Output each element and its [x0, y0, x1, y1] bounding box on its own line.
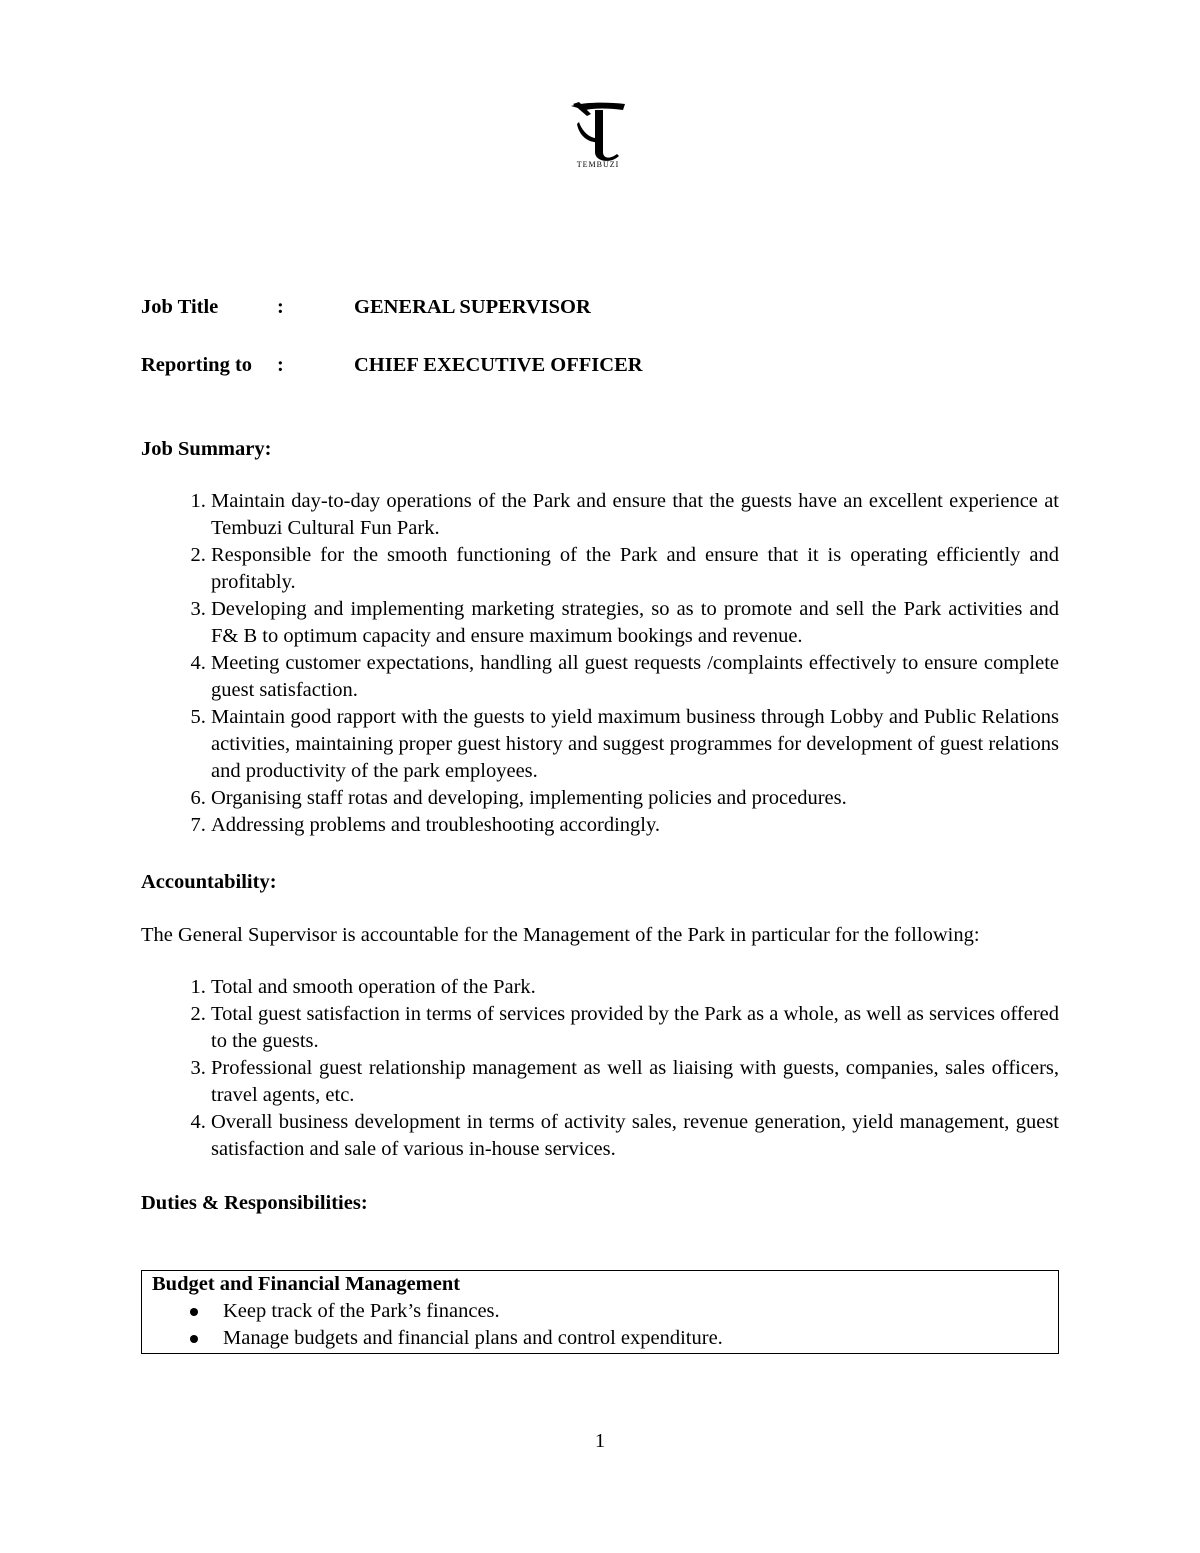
- job-title-value: GENERAL SUPERVISOR: [354, 296, 591, 318]
- list-item: 5. Maintain good rapport with the guests to yield maximum business through Lobby and Public Relations activities, maintaining proper guest history and suggest programmes for development of guest relations and productivity of the park employees.: [211, 704, 1059, 785]
- job-title-colon: :: [277, 296, 284, 318]
- duties-heading: Duties & Responsibilities:: [141, 1192, 368, 1214]
- reporting-to-colon: :: [277, 354, 284, 376]
- company-logo: [565, 100, 631, 174]
- page-number: 1: [594, 1430, 606, 1452]
- list-item: Keep track of the Park’s finances.: [223, 1298, 1048, 1325]
- document-body: [141, 294, 1059, 1354]
- tembuzi-t-logo-icon: [565, 100, 631, 162]
- list-item: 3. Developing and implementing marketing strategies, so as to promote and sell the Park activities and F& B to optimum capacity and ensure maximum bookings and revenue.: [211, 596, 1059, 650]
- list-item: 4. Meeting customer expectations, handling all guest requests /complaints effectively to ensure complete guest satisfaction.: [211, 650, 1059, 704]
- accountability-heading: Accountability:: [141, 871, 277, 893]
- job-summary-list: [141, 488, 1059, 839]
- list-item: Manage budgets and financial plans and control expenditure.: [223, 1325, 1048, 1352]
- budget-financial-box: [141, 1270, 1059, 1354]
- reporting-to-label: Reporting to: [141, 354, 253, 376]
- list-item: 2. Responsible for the smooth functioning of the Park and ensure that it is operating efficiently and profitably.: [211, 542, 1059, 596]
- job-summary-heading: Job Summary:: [141, 438, 272, 460]
- list-item: 3. Professional guest relationship management as well as liaising with guests, companies, sales officers, travel agents, etc.: [211, 1055, 1059, 1109]
- list-item: 7. Addressing problems and troubleshooting accordingly.: [211, 812, 1059, 839]
- list-item: 2. Total guest satisfaction in terms of services provided by the Park as a whole, as well as services offered to the guests.: [211, 1001, 1059, 1055]
- accountability-list: [141, 974, 1059, 1163]
- job-title-row: [141, 294, 1059, 321]
- reporting-to-row: [141, 352, 1059, 379]
- list-item: 1. Total and smooth operation of the Park.: [211, 974, 1059, 1001]
- box-bullet-list: [152, 1298, 1048, 1352]
- box-title: Budget and Financial Management: [152, 1273, 461, 1295]
- accountability-intro: The General Supervisor is accountable for the Management of the Park in particular for the following:: [141, 924, 980, 946]
- logo-wordmark: TEMBUZI: [576, 160, 620, 169]
- job-title-label: Job Title: [141, 296, 219, 318]
- list-item: 1. Maintain day-to-day operations of the Park and ensure that the guests have an excellent experience at Tembuzi Cultural Fun Park.: [211, 488, 1059, 542]
- list-item: 4. Overall business development in terms of activity sales, revenue generation, yield management, guest satisfaction and sale of various in-house services.: [211, 1109, 1059, 1163]
- list-item: 6. Organising staff rotas and developing, implementing policies and procedures.: [211, 785, 1059, 812]
- reporting-to-value: CHIEF EXECUTIVE OFFICER: [354, 354, 643, 376]
